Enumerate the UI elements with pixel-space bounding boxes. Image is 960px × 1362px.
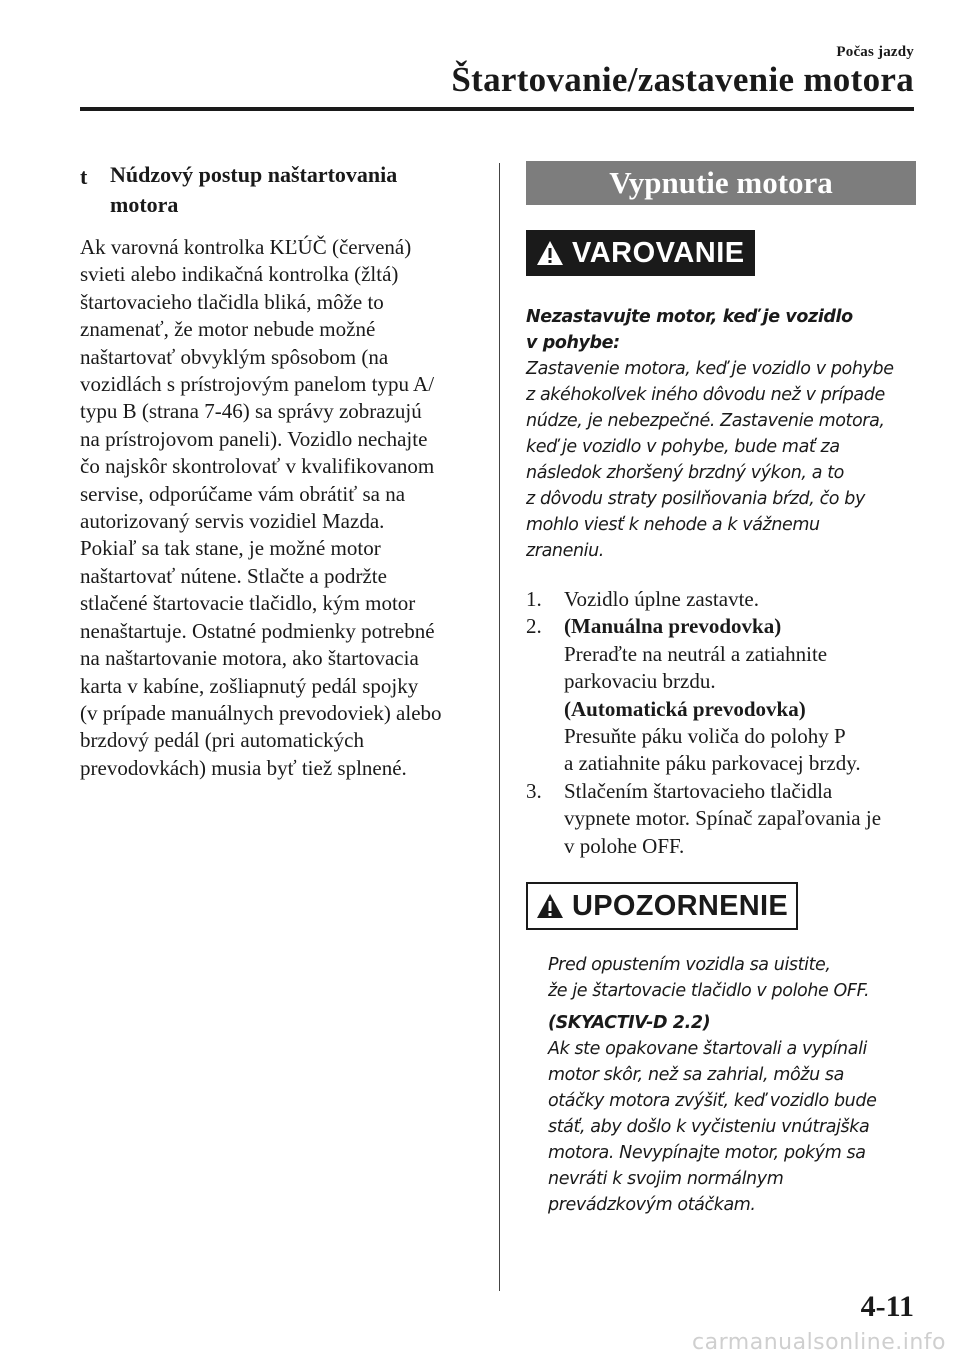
warning-body: Zastavenie motora, keď je vozidlo v pohybe z akéhokoľvek iného dôvodu než v prípade núdze, je nebezpečné. Zastavenie motora, keď je vozidlo v pohybe, bude mať za následok zhoršený brzdný výkon, a to z dôvodu straty posilňovania bŕzd, čo by mohlo viesť k nehode a k vážnemu zraneniu. bbox=[526, 359, 894, 561]
step-text: Preraďte na neutrál a zatiahnite parkovaciu brzdu. bbox=[564, 641, 828, 694]
steps-list bbox=[526, 586, 916, 860]
step-item bbox=[526, 778, 916, 860]
step-number: 1. bbox=[526, 587, 542, 611]
header-rule bbox=[80, 107, 914, 111]
section-banner: Vypnutie motora bbox=[526, 161, 916, 205]
step-number: 3. bbox=[526, 778, 542, 803]
step-text: Stlačením štartovacieho tlačidla vypnete motor. Spínač zapaľovania je v polohe OFF. bbox=[564, 778, 882, 858]
section-body: Ak varovná kontrolka KĽÚČ (červená) svieti alebo indikačná kontrolka (žltá) štartovacieho tlačidla bliká, môže to znamenať, že motor nebude možné naštartovať obvyklým spôsobom (na vozidlách s prístrojovým panelom typu A/ typu B (strana 7-46) sa správy zobrazujú na prístrojovom paneli). Vozidlo nechajte čo najskôr skontrolovať v kvalifikovanom servise, odporúčame vám obrátiť sa na autorizovaný servis vozidiel Mazda. Pokiaľ sa tak stane, je možné motor naštartovať nútene. Stlačte a podržte stlačené štartovacie tlačidlo, kým motor nenaštartuje. Ostatné podmienky potrebné na naštartovanie motora, ako štartovacia karta v kabíne, zošliapnutý pedál spojky (v prípade manuálnych prevodoviek) alebo brzdový pedál (pri automatických prevodovkách) musia byť tiež splnené. bbox=[80, 235, 442, 780]
step-subheading: (Automatická prevodovka) bbox=[564, 696, 806, 721]
left-column bbox=[80, 160, 484, 782]
step-text: Vozidlo úplne zastavte. bbox=[564, 587, 759, 611]
step-item bbox=[526, 613, 916, 777]
caution-label: UPOZORNENIE bbox=[572, 889, 788, 922]
bullet-text: Pred opustením vozidla sa uistite, že je štartovacie tlačidlo v polohe OFF. bbox=[548, 955, 870, 1002]
warning-badge bbox=[526, 230, 755, 276]
warning-label: VAROVANIE bbox=[572, 236, 745, 269]
caution-bullets bbox=[526, 952, 916, 1218]
caution-badge bbox=[526, 882, 798, 930]
page-title: Štartovanie/zastavenie motora bbox=[451, 60, 914, 99]
section-title: Núdzový postup naštartovania motora bbox=[110, 162, 398, 217]
watermark: carmanualsonline.info bbox=[692, 1330, 946, 1355]
bullet-text: Ak ste opakovane štartovali a vypínali motor skôr, než sa zahrial, môžu sa otáčky motora zvýšiť, keď vozidlo bude stáť, aby došlo k vyčisteniu vnútrajška motora. Nevypínajte motor, pokým sa nevráti k svojim normálnym prevádzkovým otáčkam. bbox=[548, 1039, 877, 1216]
bullet-item bbox=[526, 952, 916, 1004]
step-text: Presuňte páku voliča do polohy P a zatiahnite páku parkovacej brzdy. bbox=[564, 724, 861, 776]
page-number: 4-11 bbox=[860, 1290, 914, 1323]
bullet-heading: (SKYACTIV-D 2.2) bbox=[548, 1013, 711, 1034]
step-subheading: (Manuálna prevodovka) bbox=[564, 614, 782, 639]
warning-text bbox=[526, 304, 916, 564]
step-number: 2. bbox=[526, 614, 542, 639]
warning-triangle-icon bbox=[536, 240, 564, 266]
step-item bbox=[526, 586, 916, 613]
caution-wrapper bbox=[526, 882, 916, 930]
warning-heading: Nezastavujte motor, keď je vozidlo v pohybe: bbox=[526, 307, 853, 353]
running-header-section: Počas jazdy bbox=[836, 44, 914, 60]
section-marker: t bbox=[80, 164, 88, 189]
right-column bbox=[526, 161, 916, 1224]
caution-triangle-icon bbox=[536, 893, 564, 919]
bullet-item bbox=[526, 1010, 916, 1218]
column-divider bbox=[499, 163, 500, 1291]
